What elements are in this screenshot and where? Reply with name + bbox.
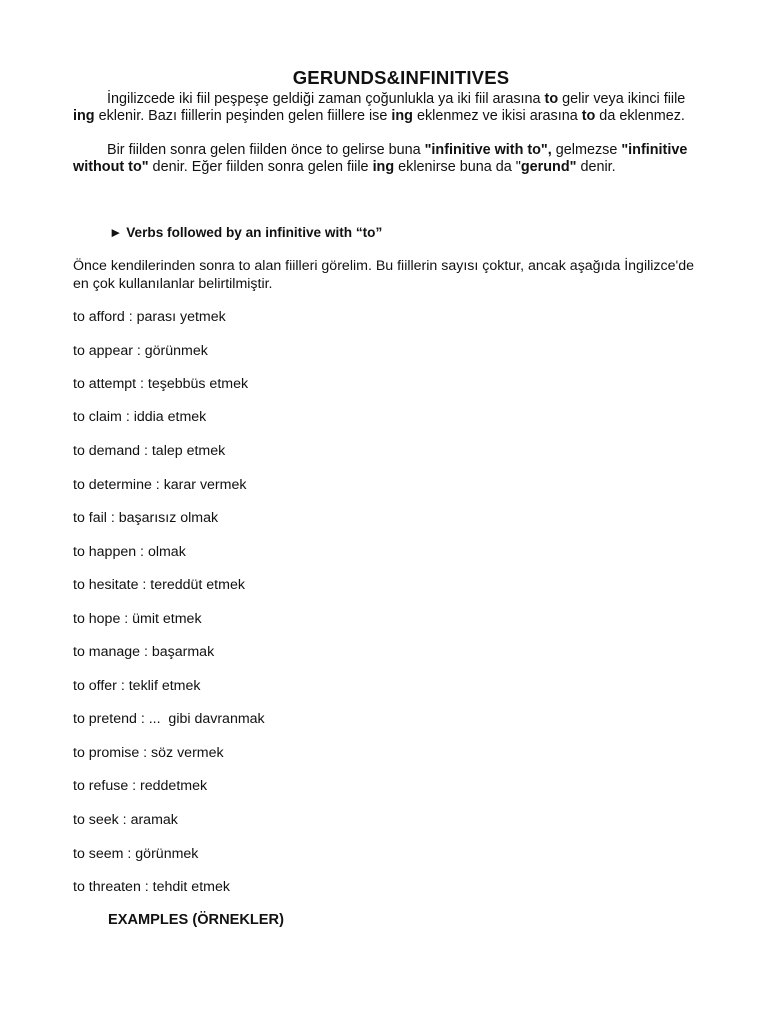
intro-text: gelmezse xyxy=(551,142,622,158)
intro-bold: ing xyxy=(73,107,95,124)
verb-item: to attempt : teşebbüs etmek xyxy=(73,376,249,392)
intro-text: da eklenmez. xyxy=(595,107,685,124)
verb-item: to afford : parası yetmek xyxy=(73,309,226,325)
examples-heading: EXAMPLES (ÖRNEKLER) xyxy=(108,912,284,928)
verb-item: to demand : talep etmek xyxy=(73,443,226,459)
page-title: GERUNDS&INFINITIVES xyxy=(292,67,510,88)
intro-bold: gerund" xyxy=(520,158,577,175)
intro-text: denir. xyxy=(576,158,616,175)
section-heading: ► Verbs followed by an infinitive with “to” xyxy=(109,225,383,240)
intro-text: Bir fiilden sonra gelen fiilden önce to gelirse buna xyxy=(107,142,425,158)
intro-text: eklenmez ve ikisi arasına xyxy=(412,107,582,124)
intro-text: eklenirse buna da " xyxy=(394,158,521,175)
verb-item: to promise : söz vermek xyxy=(73,745,224,761)
verb-item: to pretend : ... gibi davranmak xyxy=(73,711,265,727)
verb-item: to refuse : reddetmek xyxy=(73,778,208,794)
verb-item: to claim : iddia etmek xyxy=(73,409,207,425)
intro-text: gelir veya ikinci fiile xyxy=(558,91,686,107)
intro-bold: to xyxy=(581,107,596,124)
intro-bold: to xyxy=(544,91,559,107)
intro-text: denir. Eğer fiilden sonra gelen fiile xyxy=(148,158,373,175)
intro-text: İngilizcede iki fiil peşpeşe geldiği zaman çoğunlukla ya iki fiil arasına xyxy=(107,91,545,107)
section-paragraph: Önce kendilerinden sonra to alan fiilleri görelim. Bu fiillerin sayısı çoktur, ancak aşağıda İngilizce'de en çok kullanılanlar belirtilmiştir. xyxy=(73,258,694,292)
verb-item: to offer : teklif etmek xyxy=(73,678,201,694)
verb-item: to hesitate : tereddüt etmek xyxy=(73,577,245,593)
intro-bold: "infinitive with to", xyxy=(424,142,552,158)
intro-bold: ing xyxy=(391,107,413,124)
intro-paragraph-1 xyxy=(73,91,703,125)
verb-item: to determine : karar vermek xyxy=(73,477,247,493)
verb-item: to manage : başarmak xyxy=(73,644,215,660)
verb-item: to appear : görünmek xyxy=(73,343,208,359)
intro-bold: "infinitive without to" xyxy=(73,142,688,175)
verb-item: to seek : aramak xyxy=(73,812,178,828)
verb-item: to seem : görünmek xyxy=(73,846,199,862)
intro-paragraph-2 xyxy=(73,142,703,176)
verb-item: to hope : ümit etmek xyxy=(73,611,202,627)
verb-item: to threaten : tehdit etmek xyxy=(73,879,230,895)
verb-item: to happen : olmak xyxy=(73,544,186,560)
verb-item: to fail : başarısız olmak xyxy=(73,510,219,526)
intro-bold: ing xyxy=(372,158,395,175)
intro-text: eklenir. Bazı fiillerin peşinden gelen fiillere ise xyxy=(94,107,392,124)
